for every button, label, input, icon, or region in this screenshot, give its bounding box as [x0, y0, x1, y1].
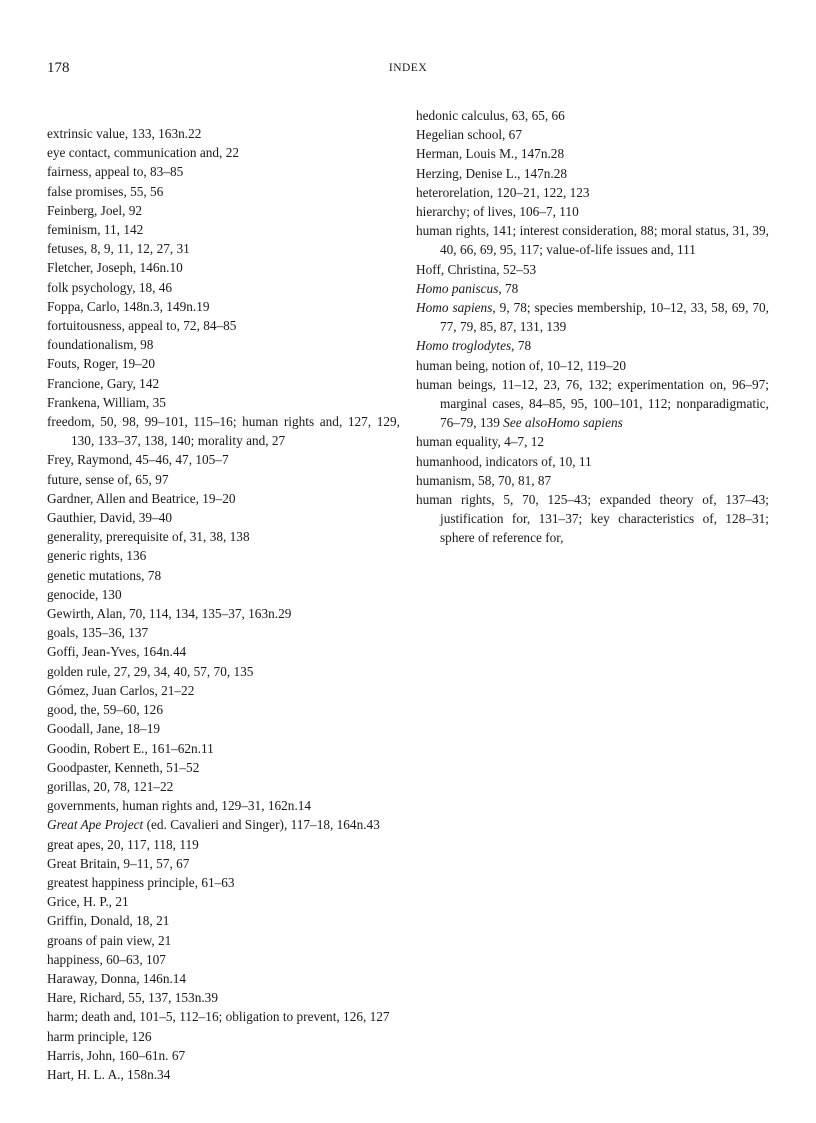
index-entry: humanism, 58, 70, 81, 87 — [416, 472, 552, 488]
index-entry-cross-reference: See alsoHomo sapiens — [503, 415, 623, 431]
index-entry: Hoff, Christina, 52–53 — [416, 261, 537, 277]
index-entry-text: (ed. Cavalieri and Singer), 117–18, 164n.43 — [143, 817, 380, 833]
index-entry: Gómez, Juan Carlos, 21–22 — [47, 682, 195, 698]
index-entry: great apes, 20, 117, 118, 119 — [47, 836, 199, 852]
index-entry: goals, 135–36, 137 — [47, 625, 149, 641]
index-entry: harm; death and, 101–5, 112–16; obligation to prevent, 126, 127 — [47, 1009, 390, 1025]
index-entry: fortuitousness, appeal to, 72, 84–85 — [47, 318, 237, 334]
index-entry-text: human beings, 11–12, 23, 76, 132; experimentation on, 96–97; marginal cases, 84–85, 95, 100–101, 112; nonparadigmatic, 76–79, 139 — [416, 376, 769, 431]
index-entry: Haraway, Donna, 146n.14 — [47, 970, 187, 986]
index-entry: golden rule, 27, 29, 34, 40, 57, 70, 135 — [47, 663, 254, 679]
index-entry: good, the, 59–60, 126 — [47, 702, 163, 718]
index-entry: Gauthier, David, 39–40 — [47, 510, 173, 526]
index-entry: Francione, Gary, 142 — [47, 375, 160, 391]
index-entry: Goodin, Robert E., 161–62n.11 — [47, 740, 214, 756]
index-entry: extrinsic value, 133, 163n.22 — [47, 126, 202, 141]
index-entry: genetic mutations, 78 — [47, 567, 162, 583]
index-entry: Foppa, Carlo, 148n.3, 149n.19 — [47, 298, 210, 314]
index-entry-italic: Homo troglodytes — [416, 338, 512, 354]
index-entry: Gardner, Allen and Beatrice, 19–20 — [47, 490, 236, 506]
index-entry: Hegelian school, 67 — [416, 127, 522, 143]
index-entry: Fletcher, Joseph, 146n.10 — [47, 260, 183, 276]
index-entry: happiness, 60–63, 107 — [47, 951, 166, 967]
index-entry: Harris, John, 160–61n. 67 — [47, 1047, 186, 1063]
index-entry: folk psychology, 18, 46 — [47, 279, 173, 295]
index-entry-italic: Homo sapiens — [416, 300, 493, 316]
index-entry: Herman, Louis M., 147n.28 — [416, 146, 565, 162]
index-entry: fetuses, 8, 9, 11, 12, 27, 31 — [47, 241, 190, 257]
index-entry: human rights, 141; interest consideration, 88; moral status, 31, 39, 40, 66, 69, 95, 117; value-of-life issues and, 111 — [416, 223, 769, 258]
running-head: INDEX — [388, 62, 428, 74]
index-entry: Hare, Richard, 55, 137, 153n.39 — [47, 990, 218, 1006]
index-entry-text: , 9, 78; species membership, 10–12, 33, 58, 69, 70, 77, 79, 85, 87, 131, 139 — [440, 300, 769, 335]
index-entry-text: , 78 — [511, 338, 532, 354]
index-entry: Feinberg, Joel, 92 — [47, 202, 143, 218]
index-entry: harm principle, 126 — [47, 1028, 152, 1044]
index-entry: Grice, H. P., 21 — [47, 894, 129, 910]
index-entry: Gewirth, Alan, 70, 114, 134, 135–37, 163n.29 — [47, 606, 292, 622]
index-entry: generality, prerequisite of, 31, 38, 138 — [47, 529, 250, 545]
index-entry: false promises, 55, 56 — [47, 183, 164, 199]
index-entry: human rights, 5, 70, 125–43; expanded theory of, 137–43; justification for, 131–37; key characteristics of, 128–31; sphere of reference for, — [416, 492, 769, 546]
index-entry: groans of pain view, 21 — [47, 932, 172, 948]
index-entry: fairness, appeal to, 83–85 — [47, 164, 184, 180]
index-entry — [416, 279, 769, 298]
index-entry: Goodpaster, Kenneth, 51–52 — [47, 759, 200, 775]
index-entry: greatest happiness principle, 61–63 — [47, 874, 235, 890]
index-entry: Goodall, Jane, 18–19 — [47, 721, 161, 737]
index-entry-italic: Great Ape Project — [47, 817, 144, 833]
index-column-right — [416, 106, 769, 548]
index-entry: freedom, 50, 98, 99–101, 115–16; human rights and, 127, 129, 130, 133–37, 138, 140; morality and, 27 — [47, 414, 400, 449]
index-entry: genocide, 130 — [47, 586, 122, 602]
index-entry — [416, 298, 769, 336]
index-entry: Frankena, William, 35 — [47, 394, 166, 410]
index-entry — [47, 815, 400, 834]
index-column-left — [47, 124, 400, 1084]
index-entry: humanhood, indicators of, 10, 11 — [416, 453, 592, 469]
index-entry: Frey, Raymond, 45–46, 47, 105–7 — [47, 452, 229, 468]
index-entry: future, sense of, 65, 97 — [47, 471, 169, 487]
index-entry: feminism, 11, 142 — [47, 222, 144, 238]
index-entry: eye contact, communication and, 22 — [47, 145, 239, 161]
index-entry-text: , 78 — [498, 280, 519, 296]
index-entry: Fouts, Roger, 19–20 — [47, 356, 156, 372]
index-entry — [416, 375, 769, 433]
index-entry: foundationalism, 98 — [47, 337, 154, 353]
index-entry: governments, human rights and, 129–31, 162n.14 — [47, 798, 312, 814]
index-entry-italic: Homo paniscus — [416, 280, 499, 296]
index-entry: human equality, 4–7, 12 — [416, 434, 545, 450]
index-entry: generic rights, 136 — [47, 548, 147, 564]
index-entry: Griffin, Donald, 18, 21 — [47, 913, 170, 929]
index-entry: Hart, H. L. A., 158n.34 — [47, 1066, 171, 1082]
index-entry: hierarchy; of lives, 106–7, 110 — [416, 204, 579, 220]
index-entry: hedonic calculus, 63, 65, 66 — [416, 108, 565, 123]
index-entry: Goffi, Jean-Yves, 164n.44 — [47, 644, 187, 660]
page-number: 178 — [47, 60, 70, 76]
index-entry: human being, notion of, 10–12, 119–20 — [416, 357, 627, 373]
index-entry: heterorelation, 120–21, 122, 123 — [416, 184, 590, 200]
index-entry — [416, 336, 769, 355]
index-entry: Herzing, Denise L., 147n.28 — [416, 165, 568, 181]
index-entry: Great Britain, 9–11, 57, 67 — [47, 855, 190, 871]
index-entry: gorillas, 20, 78, 121–22 — [47, 778, 174, 794]
